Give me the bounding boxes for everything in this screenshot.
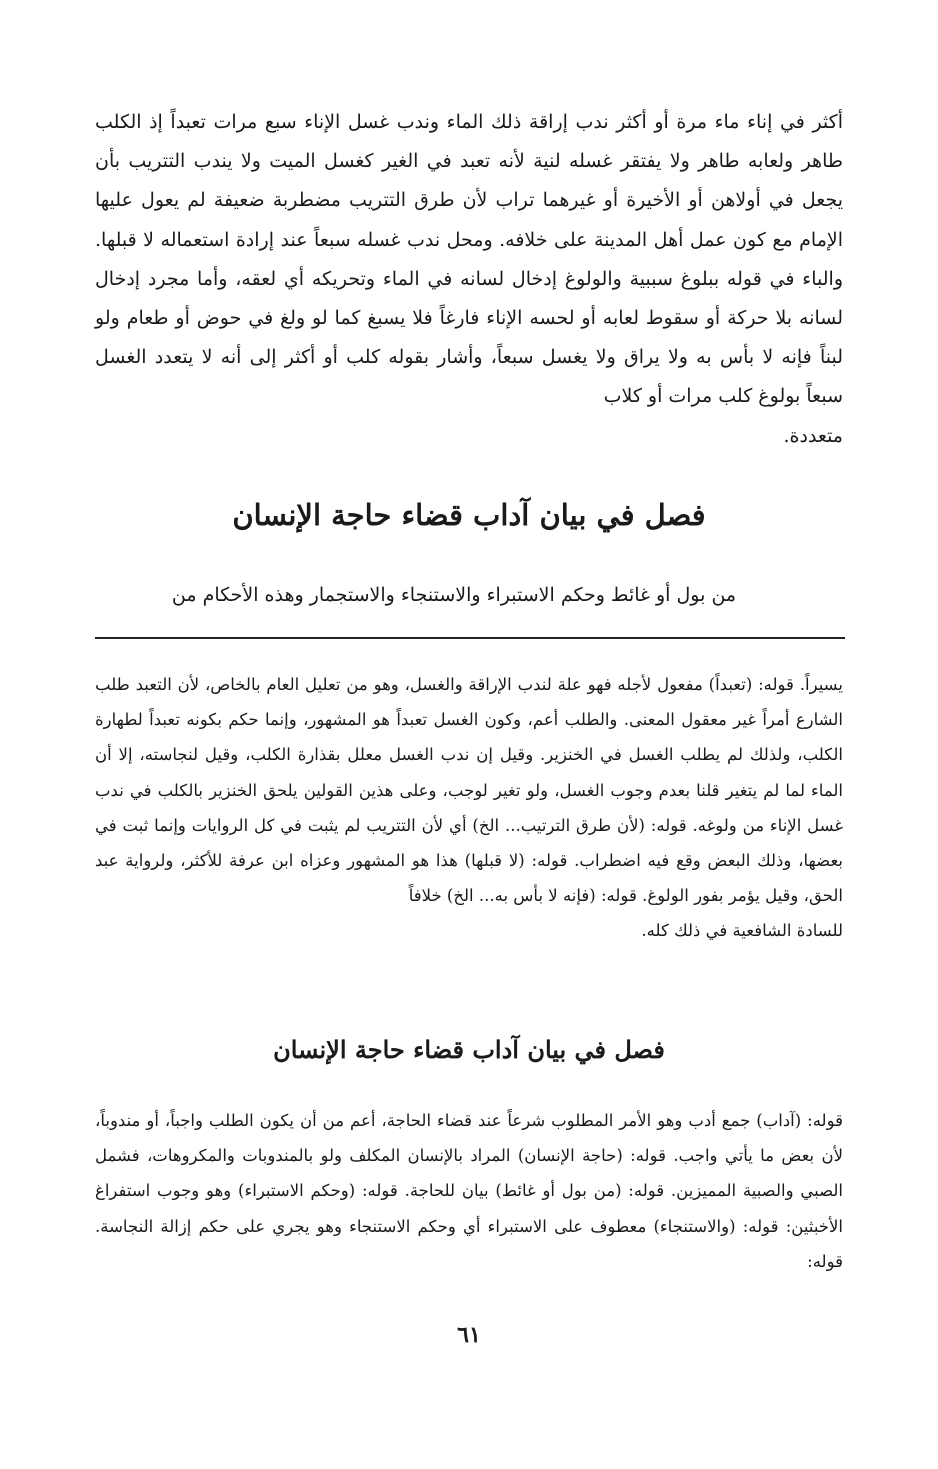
commentary-continued-paragraph: قوله: (آداب) جمع أدب وهو الأمر المطلوب شرعاً عند قضاء الحاجة، أعم من أن يكون الطلب واجباً، أو مندوباً، لأن بعض ما يأتي واجب. قوله: (حاجة الإنسان) المراد بالإنسان المكلف ولو بالمندوبات والمكروهات، فشمل الصبي والصبية المميزين. قوله: (من بول أو غائط) بيان للحاجة. قوله: (وحكم الاستبراء) وهو وجوب استفراغ الأخبثين: قوله: (والاستنجاء) معطوف على الاستبراء أي وحكم الاستنجاء وهو يجري على حكم إزالة النجاسة. قوله: — [95, 1111, 843, 1271]
commentary-continued — [95, 1103, 843, 1279]
main-last-line: متعددة. — [783, 424, 843, 447]
main-text — [95, 103, 843, 456]
main-paragraph: أكثر في إناء ماء مرة أو أكثر ندب إراقة ذلك الماء وندب غسل الإناء سبع مرات تعبداً إذ الكلب طاهر ولعابه طاهر ولا يفتقر غسله لنية لأنه تعبد في الغير كغسل الميت ولا يندب التتريب بأن يجعل في أولاهن أو الأخيرة أو غيرهما تراب لأن طرق التتريب مضطربة ضعيفة لم يعول عليها الإمام مع كون عمل أهل المدينة على خلافه. ومحل ندب غسله سبعاً عند إرادة استعماله لا قبلها. والباء في قوله ببلوغ سببية والولوغ إدخال لسانه في الماء وتحريكه أي لعقه، وأما مجرد إدخال لسانه بلا حركة أو سقوط لعابه أو لحسه الإناء فارغاً فلا يسبغ كما لو ولغ في حوض أو طعام ولو لبناً فإنه لا بأس به ولا يراق ولا يغسل سبعاً، وأشار بقوله كلب أو أكثر إلى أنه لا يتعدد الغسل سبعاً بولوغ كلب مرات أو كلاب — [95, 111, 843, 408]
commentary-text — [95, 667, 843, 949]
footnote-divider — [95, 637, 845, 639]
commentary-last-line: للسادة الشافعية في ذلك كله. — [641, 921, 843, 941]
commentary-heading: فصل في بيان آداب قضاء حاجة الإنسان — [273, 1035, 665, 1064]
section-intro-line: من بول أو غائط وحكم الاستبراء والاستنجاء والاستجمار وهذه الأحكام من — [171, 584, 737, 606]
section-heading: فصل في بيان آداب قضاء حاجة الإنسان — [232, 498, 706, 532]
page-number: ٦١ — [457, 1322, 481, 1348]
commentary-paragraph: يسيراً. قوله: (تعبداً) مفعول لأجله فهو علة لندب الإراقة والغسل، وهو من تعليل العام بالخاص، لأن التعبد طلب الشارع أمراً غير معقول المعنى. والطلب أعم، وكون الغسل تعبداً هو المشهور، وإنما حكم بكونه تعبداً لطهارة الكلب، ولذلك لم يطلب الغسل في الخنزير. وقيل إن ندب الغسل معلل بقذارة الكلب، وقيل لنجاسته، إلا أن الماء لما لم يتغير قلنا بعدم وجوب الغسل، ولو تغير لوجب، وعلى هذين القولين يلحق الخنزير بالكلب في ندب غسل الإناء من ولوغه. قوله: (لأن طرق الترتيب... الخ) أي لأن التتريب لم يثبت في كل الروايات وإنما ثبت في بعضها، وذلك البعض وقع فيه اضطراب. قوله: (لا قبلها) هذا هو المشهور وعزاه ابن عرفة للأكثر، ولرواية عبد الحق، وقيل يؤمر بفور الولوغ. قوله: (فإنه لا بأس به... الخ) خلافاً — [95, 675, 843, 906]
